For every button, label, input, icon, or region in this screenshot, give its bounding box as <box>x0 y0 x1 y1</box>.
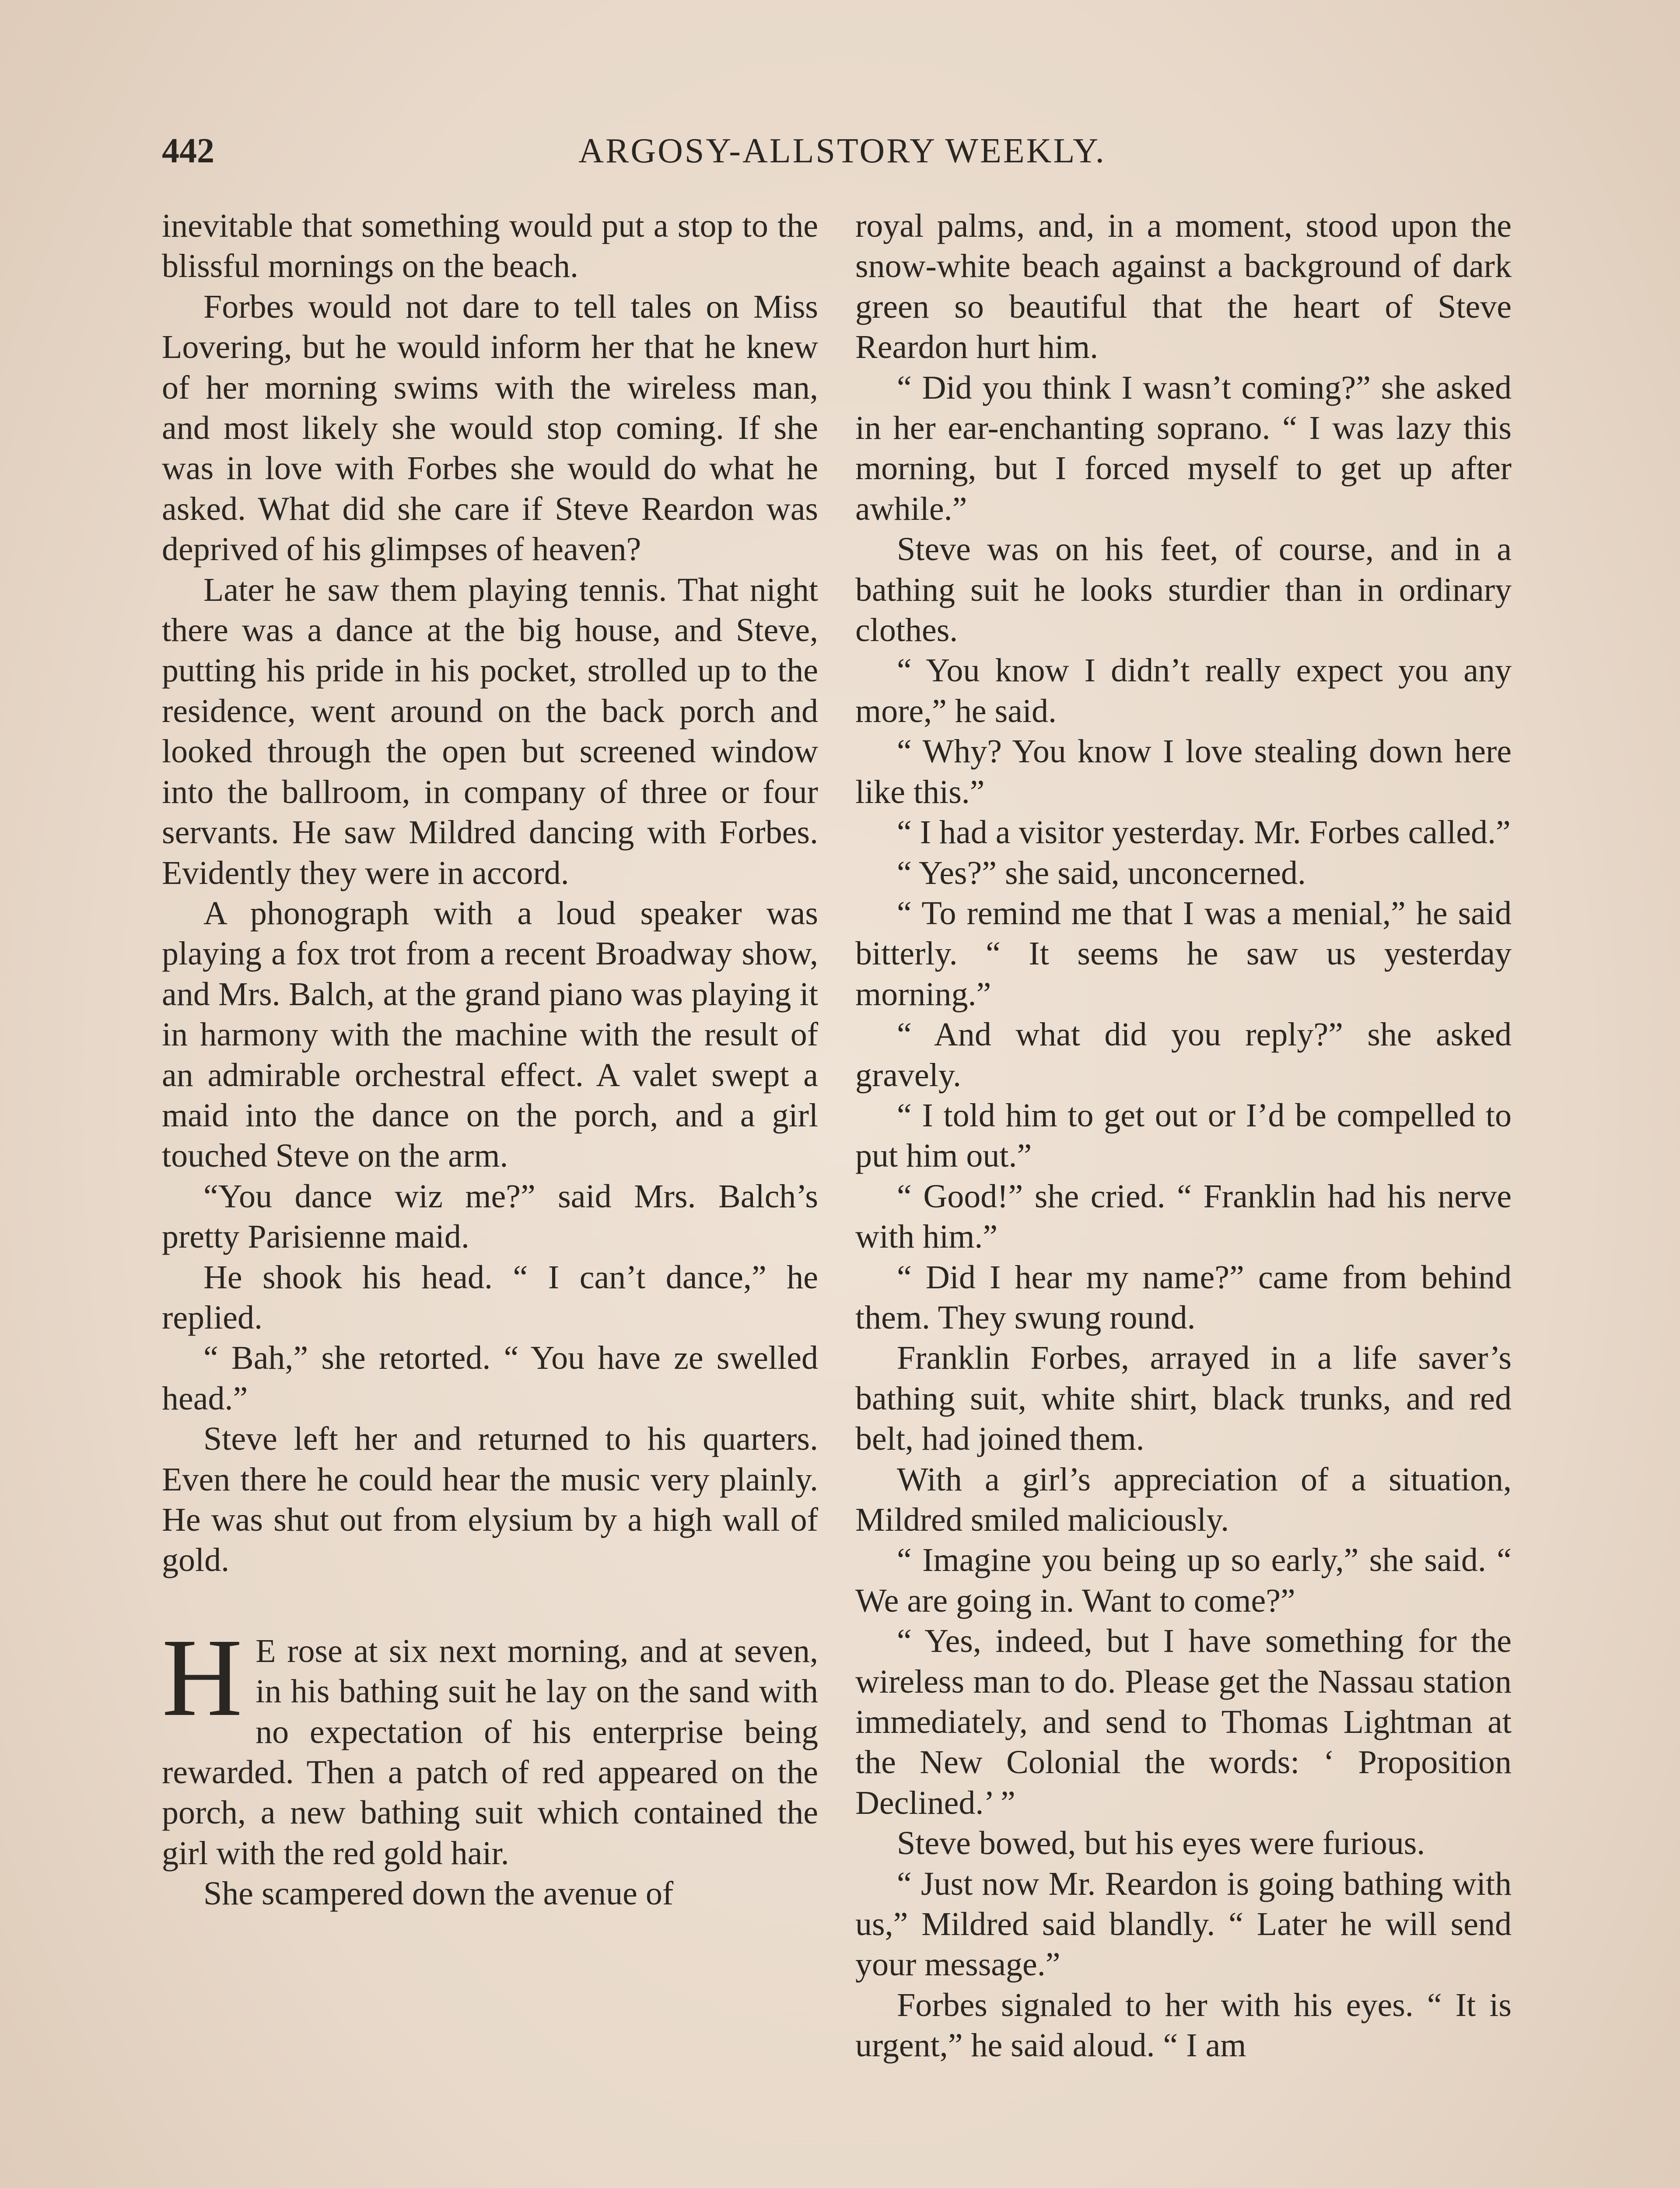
paragraph: “ I had a visitor yesterday. Mr. Forbes called.” <box>897 814 1511 851</box>
paragraph: Steve was on his feet, of course, and in a bathing suit he looks sturdier than in ordinary clothes. <box>855 531 1512 649</box>
dropcap-paragraph <box>162 1616 818 1873</box>
paragraph: Forbes would not dare to tell tales on Miss Lovering, but he would inform her that he knew of her morning swims with the wireless man, and most likely she would stop coming. If she was in love with Forbes she would do what he asked. What did she care if Steve Reardon was deprived of his glimpses of heaven? <box>162 288 818 568</box>
paragraph: “ Imagine you being up so early,” she said. “ We are going in. Want to come?” <box>855 1542 1512 1619</box>
paragraph: Steve bowed, but his eyes were furious. <box>897 1825 1425 1862</box>
paragraph: Franklin Forbes, arrayed in a life saver’s bathing suit, white shirt, black trunks, and red belt, had joined them. <box>855 1339 1512 1458</box>
paragraph: A phonograph with a loud speaker was playing a fox trot from a recent Broadway show, and Mrs. Balch, at the grand piano was playing it in harmony with the machine with the result of an admirable orchestral effect. A valet swept a maid into the dance on the porch, and a girl touched Steve on the arm. <box>162 894 818 1175</box>
paragraph: “ Bah,” she retorted. “ You have ze swelled head.” <box>162 1339 818 1417</box>
paragraph: “ You know I didn’t really expect you any more,” he said. <box>855 652 1512 729</box>
paragraph: “ Did I hear my name?” came from behind them. They swung round. <box>855 1259 1512 1336</box>
paragraph: “ I told him to get out or I’d be compelled to put him out.” <box>855 1097 1512 1175</box>
paragraph: “ Why? You know I love stealing down here like this.” <box>855 733 1512 810</box>
paragraph: With a girl’s appreciation of a situation, Mildred smiled maliciously. <box>855 1461 1512 1538</box>
right-column <box>855 206 1512 2066</box>
paragraph: Forbes signaled to her with his eyes. “ It is urgent,” he said aloud. “ I am <box>855 1986 1512 2064</box>
running-title: ARGOSY-ALLSTORY WEEKLY. <box>578 132 1106 170</box>
paragraph: Steve left her and returned to his quarters. Even there he could hear the music very plainly. He was shut out from elysium by a high wall of gold. <box>162 1420 818 1579</box>
dropcap-paragraph-text: E rose at six next morning, and at seven, in his bathing suit he lay on the sand with no expectation of his enterprise being rewarded. Then a patch of red appeared on the porch, a new bathing suit which contained the girl with the red gold hair. <box>162 1632 818 1872</box>
paragraph: He shook his head. “ I can’t dance,” he replied. <box>162 1259 818 1336</box>
page-number: 442 <box>162 132 214 170</box>
paragraph: “ Did you think I wasn’t coming?” she asked in her ear-enchanting soprano. “ I was lazy this morning, but I forced myself to get up after awhile.” <box>855 369 1512 527</box>
section-break <box>162 1581 818 1631</box>
paragraph: “ Just now Mr. Reardon is going bathing with us,” Mildred said blandly. “ Later he will send your message.” <box>855 1865 1512 1983</box>
paragraph: “ To remind me that I was a menial,” he said bitterly. “ It seems he saw us yesterday morning.” <box>855 894 1512 1013</box>
paragraph: “ Good!” she cried. “ Franklin had his nerve with him.” <box>855 1178 1512 1255</box>
paragraph: Later he saw them playing tennis. That night there was a dance at the big house, and Steve, putting his pride in his pocket, strolled up to the residence, went around on the back porch and looked through the open but screened window into the ballroom, in company of three or four servants. He saw Mildred dancing with Forbes. Evidently they were in accord. <box>162 571 818 891</box>
paragraph: inevitable that something would put a stop to the blissful mornings on the beach. <box>162 207 818 285</box>
paragraph: She scampered down the avenue of <box>203 1875 674 1912</box>
paragraph: “ Yes, indeed, but I have something for the wireless man to do. Please get the Nassau station immediately, and send to Thomas Lightman at the New Colonial the words: ‘ Proposition Declined.’ ” <box>855 1623 1512 1821</box>
page-header <box>162 129 1522 173</box>
left-column <box>162 206 818 1914</box>
paragraph: “ And what did you reply?” she asked gravely. <box>855 1016 1512 1094</box>
paragraph: “ Yes?” she said, unconcerned. <box>897 854 1306 891</box>
drop-cap: H <box>162 1616 243 1739</box>
paragraph: “You dance wiz me?” said Mrs. Balch’s pretty Parisienne maid. <box>162 1178 818 1255</box>
paragraph: royal palms, and, in a moment, stood upon the snow-white beach against a background of dark green so beautiful that the heart of Steve Reardon hurt him. <box>855 207 1512 366</box>
